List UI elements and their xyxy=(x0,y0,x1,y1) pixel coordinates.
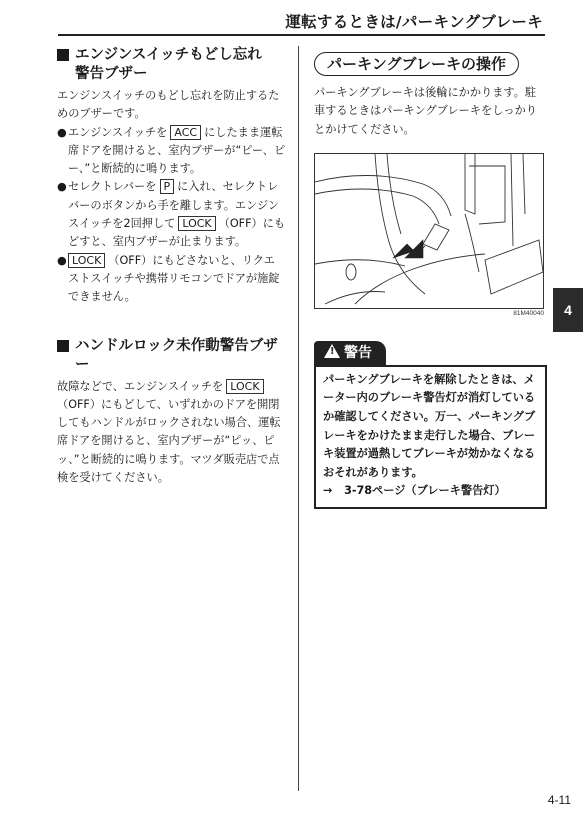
key-label-lock: LOCK xyxy=(178,216,215,231)
right-column xyxy=(314,52,546,509)
intro-paragraph: エンジンスイッチのもどし忘れを防止するためのブザーです。 xyxy=(57,89,280,121)
parking-brake-illustration xyxy=(314,153,544,309)
key-label-lock: LOCK xyxy=(226,379,263,394)
warning-reference: → 3-78ページ（ブレーキ警告灯） xyxy=(323,484,506,498)
warning-text: パーキングブレーキを解除したときは、メーター内のブレーキ警告灯が消灯しているか確認してください。万一、パーキングブレーキをかけたまま走行した場合、ブレーキ装置が過熱してブレーキが効かなくなるおそれがあります。 xyxy=(323,372,536,479)
key-label-p: P xyxy=(160,179,175,194)
bullet-dot: ● xyxy=(57,125,67,139)
pedal-line-drawing xyxy=(315,154,543,308)
section-body: 故障などで、エンジンスイッチを LOCK（OFF）にもどして、いずれかのドアを開閉してもハンドルがロックされない場合、運転席ドアを開けると、室内ブザーが“ピッ、ピッ、”と断続的に鳴ります。マツダ販売店で点検を受けてください。 xyxy=(57,379,281,485)
figure-code: 81M40040 xyxy=(513,309,544,317)
key-label-lock: LOCK xyxy=(68,253,105,268)
header-rule xyxy=(58,34,545,36)
section-heading-engine-switch-buzzer: エンジンスイッチもどし忘れ 警告ブザー xyxy=(57,46,286,84)
chapter-tab: 4 xyxy=(553,288,583,332)
arrow-right-icon: → xyxy=(323,484,333,498)
bullet-item: ● LOCK （OFF）にもどさないと、リクエストスイッチや携帯リモコンでドアが施錠できません。 xyxy=(57,253,280,304)
parking-brake-paragraph: パーキングブレーキは後輪にかかります。駐車するときはパーキングブレーキをしっかりとかけてください。 xyxy=(314,86,537,136)
warning-tab xyxy=(314,341,386,365)
bullet-item: ● セレクトレバーを P に入れ、セレクトレバーのボタンから手を離します。エンジンスイッチを2回押して LOCK （OFF）にもどすと、室内ブザーが止まります。 xyxy=(57,180,286,249)
square-bullet-icon xyxy=(57,49,69,61)
arrow-icon xyxy=(393,240,423,258)
square-bullet-icon xyxy=(57,340,69,352)
warning-label: 警告 xyxy=(344,344,372,361)
section-body xyxy=(57,87,286,307)
section-heading-parking-brake: パーキングブレーキの操作 xyxy=(314,52,519,76)
bullet-dot: ● xyxy=(57,253,67,267)
bullet-dot: ● xyxy=(57,180,67,194)
section-heading-steering-lock-buzzer: ハンドルロック未作動警告ブザー xyxy=(57,337,286,375)
page-number: 4-11 xyxy=(547,793,571,807)
running-header: 運転するときは/パーキングブレーキ xyxy=(285,13,543,31)
left-column xyxy=(57,46,286,487)
warning-triangle-icon: ! xyxy=(324,344,340,358)
warning-box xyxy=(314,365,547,509)
column-divider xyxy=(298,46,299,791)
key-label-acc: ACC xyxy=(170,125,201,140)
bullet-item: ● エンジンスイッチを ACC にしたまま運転席ドアを開けると、室内ブザーが“ピー、ピー、”と断続的に鳴ります。 xyxy=(57,125,286,176)
